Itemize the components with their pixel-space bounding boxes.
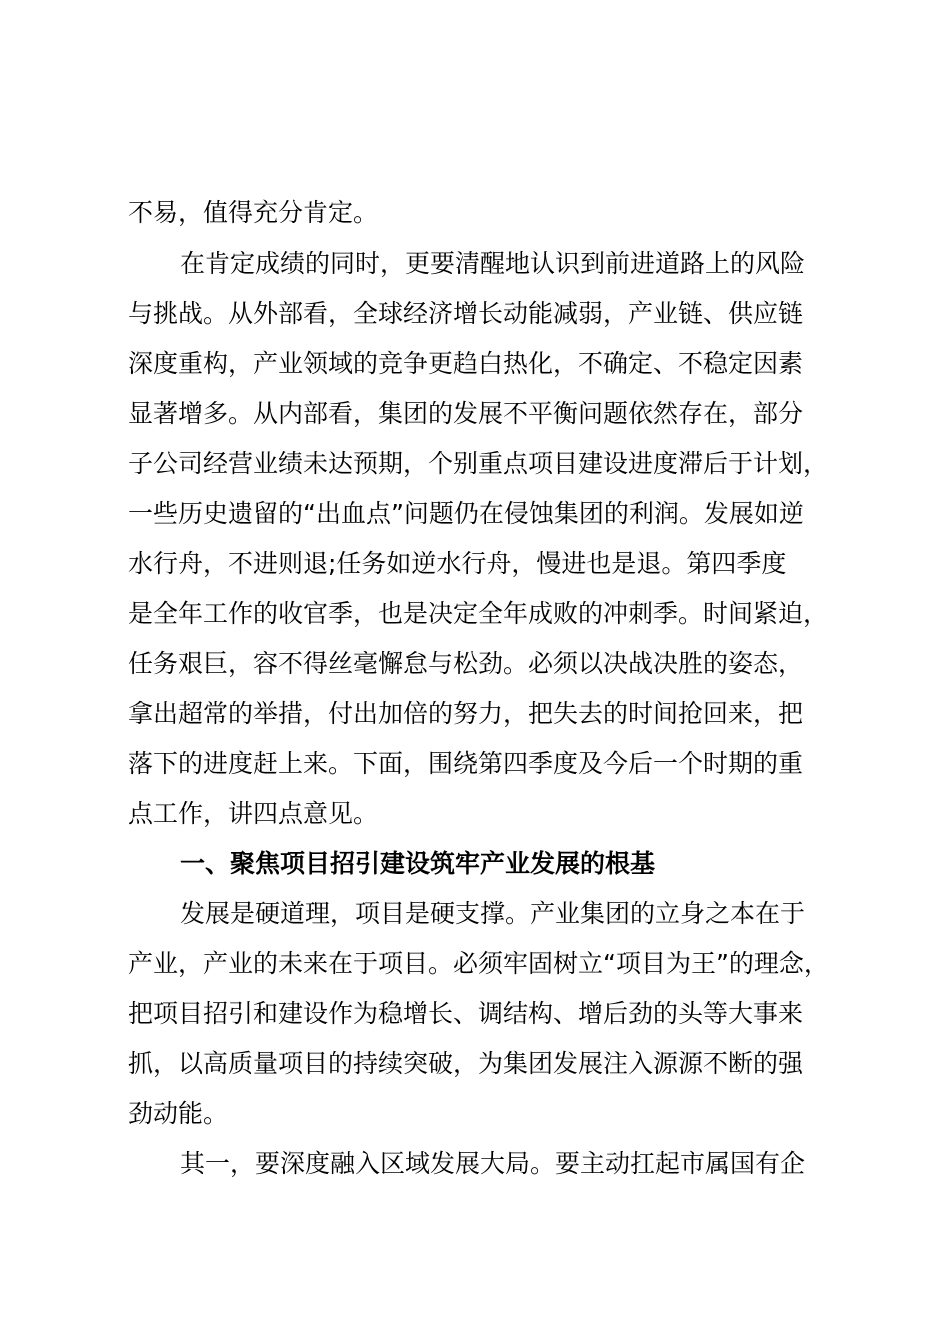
paragraph-line: 显著增多。从内部看，集团的发展不平衡问题依然存在，部分 [128,399,804,428]
paragraph-line: 点工作，讲四点意见。 [128,799,379,828]
paragraph-line: 水行舟，不进则退;任务如逆水行舟，慢进也是退。第四季度 [128,549,787,578]
paragraph-line: 发展是硬道理，项目是硬支撑。产业集团的立身之本在于 [180,899,806,928]
paragraph-line: 深度重构，产业领域的竞争更趋白热化，不确定、不稳定因素 [128,349,804,378]
paragraph-line: 拿出超常的举措，付出加倍的努力，把失去的时间抢回来，把 [128,699,804,728]
paragraph-line: 其一，要深度融入区域发展大局。要主动扛起市属国有企 [180,1149,806,1178]
paragraph-line: 任务艰巨，容不得丝毫懈怠与松劲。必须以决战决胜的姿态， [128,649,804,678]
paragraph-line: 是全年工作的收官季，也是决定全年成败的冲刺季。时间紧迫， [128,599,829,628]
paragraph-line: 一些历史遗留的“出血点”问题仍在侵蚀集团的利润。发展如逆 [128,499,804,528]
section-heading: 一、聚焦项目招引建设筑牢产业发展的根基 [180,849,656,878]
paragraph-line: 抓，以高质量项目的持续突破，为集团发展注入源源不断的强 [128,1049,804,1078]
paragraph-line: 劲动能。 [128,1099,229,1128]
paragraph-line: 在肯定成绩的同时，更要清醒地认识到前进道路上的风险 [180,249,806,278]
paragraph-line: 产业，产业的未来在于项目。必须牢固树立“项目为王”的理念， [128,949,829,978]
paragraph-line: 不易，值得充分肯定。 [128,198,379,227]
paragraph-line: 落下的进度赶上来。下面，围绕第四季度及今后一个时期的重 [128,749,804,778]
paragraph-line: 把项目招引和建设作为稳增长、调结构、增后劲的头等大事来 [128,999,804,1028]
paragraph-line: 与挑战。从外部看，全球经济增长动能减弱，产业链、供应链 [128,299,804,328]
paragraph-line: 子公司经营业绩未达预期，个别重点项目建设进度滞后于计划， [128,449,829,478]
